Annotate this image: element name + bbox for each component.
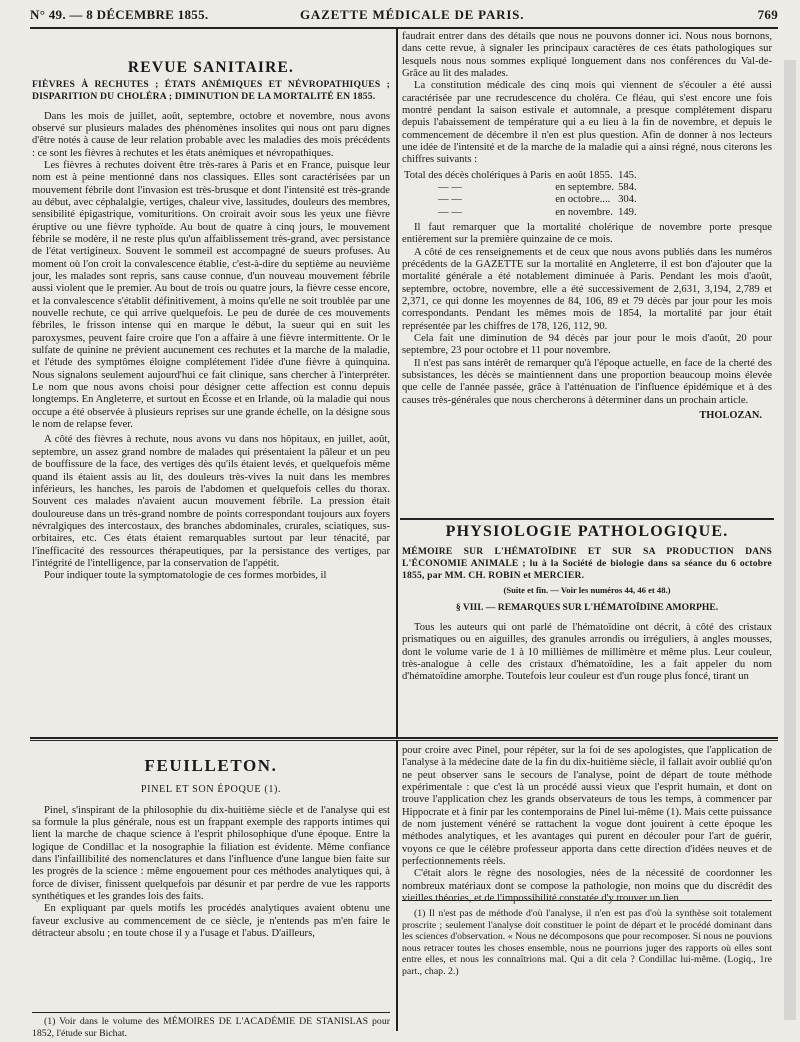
table-cell: en octobre.... — [555, 194, 611, 206]
table-cell: en novembre. — [555, 206, 613, 218]
revue-column-right — [402, 31, 772, 515]
feuilleton-paragraph: C'était alors le règne des nosologies, nées de la nécessité de coordonner les nombreux matériaux dont se compose la pathologie, non moins que du discrédit des vieilles théories, et de l'impossibilité constatée d'y trouver un lien — [402, 868, 772, 905]
physio-paragraph: Tous les auteurs qui ont parlé de l'hématoïdine ont décrit, à côté des cristaux prismatiques ou en aiguilles, des granules arrondis ou irréguliers, à angles mousses, dont le volume varie de 1 à 10 millièmes de millimètre et même plus. Leur couleur, très-analogue à celle des cristaux d'hématoïdine, les a fait appeler du nom d'hématoïdine amorphe. Toutefois leur couleur est d'un rouge plus foncé, tirant un — [402, 621, 772, 683]
footnote-rule — [402, 900, 772, 901]
feuilleton-paragraph: pour croire avec Pinel, pour répéter, sur la foi de ses apologistes, que l'application de l'analyse à la médecine date de la fin du dix-huitième siècle, il fallait avoir oublié qu'on ne peut observer sans le secours de l'analyse, point de départ de toute méthode expérimentale : que c'est là un procédé aussi vieux que l'esprit humain, et dont on trouve l'application chez les grands observateurs de tous les temps, à commencer par Hippocrate et à finir par les contemporains de Pinel lui-même (1). Mais cette puissance de nom justement vénéré se rattachent la vogue dont jouirent à cette époque les méthodes analytiques, et les avantages qui purent en découler pour l'art de guérir, voyons ce que le célèbre professeur apporta dans cette direction d'idées neuves et de perfectionnements réels. — [402, 745, 772, 868]
footnote-rule — [32, 1012, 390, 1013]
feuilleton-paragraph: Pinel, s'inspirant de la philosophie du dix-huitième siècle et de l'analyse qui est sa formule la plus générale, nous est un frappant exemple des rapports intimes qui lient la marche de chaque science à l'esprit philosophique d'une époque. Entre la logique de Condillac et la nosographie la filiation est évidente. Même confiance dans l'infaillibilité des nomenclatures et dans l'influence d'une langue bien faite sur les progrès de la science : même engouement pour ces méthodes analytiques qui, à force de diviser, finissent quelquefois par désunir et par perdre de vue les rapports synthétiques et les grandes lois des faits. — [32, 804, 390, 903]
revue-paragraph: Dans les mois de juillet, août, septembre, octobre et novembre, nous avons observé sur plusieurs malades des phénomènes insolites qui nous ont paru dignes d'être notés à cause de leur relation probable avec les maladies des mois précédents : ce sont les fièvres à rechutes et les états anémiques et névropathiques. — [32, 110, 390, 159]
feuilleton-column-left — [32, 746, 390, 970]
revue-paragraph: Pour indiquer toute la symptomatologie de ces formes morbides, il — [44, 570, 327, 582]
feuilleton-separator — [30, 737, 778, 739]
revue-paragraph: Cela fait une diminution de 94 décès par jour pour le mois d'août, 20 pour septembre, 23 pour octobre et 11 pour novembre. — [402, 333, 772, 357]
issue-number-date: N° 49. — 8 DÉCEMBRE 1855. — [30, 7, 209, 22]
revue-paragraph: Il faut remarquer que la mortalité cholérique de novembre porte presque entièrement sur la première quinzaine de ce mois. — [402, 221, 772, 246]
page-number: 769 — [757, 7, 778, 22]
feuilleton-column-right — [402, 745, 772, 905]
table-cell: Total des décès cholériques à Paris — [404, 169, 552, 181]
feuilleton-paragraph: En expliquant par quels motifs les procédés analytiques avaient obtenu une faveur exclusive au commencement de ce siècle, je n'entends pas m'en faire le détracteur absolu ; en toute chose il y a l'usage et l'abus. D'ailleurs, — [32, 903, 390, 940]
feuilleton-footnote-right — [402, 908, 772, 1038]
revue-paragraph: A côté de ces renseignements et de ceux que nous avons publiés dans les numéros précédents de la GAZETTE sur la mortalité en Angleterre, il est bon d'ajouter que la mortalité générale a été notablement diminuée à Paris. Pendant les mois d'août, septembre, octobre, novembre, elle a été successivement de 2,631, 3,194, 2,789 et 2,371, ce qui donne les moyennes de 84, 106, 89 et 79 décès par jour pour les mois correspondants. Pendant les mêmes mois de 1854, la mortalité par jour était représentée par les chiffres de 178, 126, 112, 90. — [402, 246, 772, 332]
table-cell: — — — [438, 206, 462, 218]
feuilleton-title: FEUILLETON. — [144, 756, 278, 775]
table-cell: — — — [438, 194, 462, 206]
feuilleton-footnote-left — [32, 1016, 390, 1040]
continuation-note: (Suite et fin. — Voir les numéros 44, 46 et 48.) — [503, 585, 671, 596]
revue-paragraph: A côté des fièvres à rechute, nous avons vu dans nos hôpitaux, en juillet, août, septembre, un assez grand nombre de malades qui présentaient la pâleur et un peu de bouffissure de la face, des vertiges dès qu'ils étaient levés, et quelquefois même quand ils étaient assis au lit, des douleurs très-vives la nuit dans les membres inférieurs, les hanches, les parois de l'abdomen et quelquefois celles du thorax. Souvent ces malades n'avaient aucun mouvement fébrile. La pression était douloureuse dans un très-grand nombre de points correspondant toujours aux foyers névralgiques des intercostaux, des branches abdominales, crurales, sciatiques, sus-orbitaires, etc. Ces états étaient remarquables surtout par leur ténacité, par l'inefficacité des ressources thérapeutiques, par la persistance des vertiges, par l'intégrité de l'intelligence, par la conservation de l'appétit. — [32, 434, 390, 569]
table-cell: 304. — [618, 194, 637, 206]
footnote-text: (1) Il n'est pas de méthode d'où l'analyse, il n'en est pas d'où la synthèse soit totalement proscrite ; seulement l'analyse doit constituer le point de départ et le procédé dominant dans les sciences d'observation. « Nous ne décomposons que pour recomposer. Si nous ne pouvions nous retracer toutes les choses ensemble, nous ne pourrions juger des rapports où elles sont entre elles, et nous les connaîtrions mal. Qui a dit cela ? Condillac lui-même. (Logiq., 1re part., chap. 2.) — [402, 908, 772, 977]
masthead — [30, 5, 778, 27]
section-heading: § VIII. — REMARQUES SUR L'HÉMATOÏDINE AMORPHE. — [455, 602, 719, 614]
article-separator — [400, 518, 774, 520]
table-row — [402, 207, 639, 219]
revue-paragraph: Les fièvres à rechutes doivent être très-rares à Paris et en France, puisque leur nom est à peine mentionné dans nos classiques. Elles sont caractérisées par un mouvement fébrile dont l'invasion est très-brusque et dont l'intensité est très-grande au début, avec céphalalgie, vertiges, chaleur vive, lassitudes, douleurs des membres, sensibilité épigastrique, vomituritions. On croirait avoir sous les yeux une fièvre éruptive ou une fièvre typhoïde. Au bout de quatre à cinq jours, le mouvement fébrile se modère, il ne reste plus qu'un affaiblissement très-grand, avec persistance de l'état vertigineux. Souvent le sommeil est accompagné de sueurs profuses. Au moment où l'on croit la convalescence établie, c'est-à-dire du septième au neuvième jour, les malades sont repris, sans cause connue, d'un nouveau mouvement fébrile aussi violent que le premier. Au bout de trois ou quatre jours, la fièvre cesse encore, et la convalescence s'établit définitivement, à moins qu'elle ne soit troublée par une nouvelle rechute, ce qui arrive quelquefois. Le peu de durée de ces mouvements fébriles, le frisson intense qui en marque le début, la sueur qui en suit les paroxysmes, peuvent faire croire que l'on a affaire à une fièvre intermittente. Or le sulfate de quinine ne prévient aucunement ces rechutes et la marche de la maladie, et l'étude des symptômes éloigne complétement l'idée d'une fièvre à quinquina. Nous signalons seulement aujourd'hui ce fait clinique, sans chercher à l'interpréter. Le nom que nous avons choisi pour désigner cette affection est connu depuis longtemps. En Angleterre, et surtout en Écosse et en Irlande, où la maladie qui nous occupe a été observée à plusieurs reprises sur une grande échelle, on la désigne sous le nom de relapse fever. — [32, 159, 390, 431]
table-row — [402, 194, 639, 206]
revue-title: REVUE SANITAIRE. — [127, 59, 295, 76]
table-cell: 584. — [618, 182, 637, 194]
table-cell: en août 1855. — [555, 169, 613, 181]
table-row — [402, 170, 639, 182]
revue-column-left — [32, 58, 390, 734]
revue-subtitle: FIÈVRES À RECHUTES ; ÉTATS ANÉMIQUES ET NÉVROPATHIQUES ; DISPARITION DU CHOLÉRA ; DIMINUTION DE LA MORTALITÉ EN 1855. — [32, 79, 390, 102]
cholera-deaths-table — [402, 170, 639, 219]
publication-title: GAZETTE MÉDICALE DE PARIS. — [300, 7, 525, 22]
column-divider-top — [396, 29, 398, 737]
revue-paragraph: La constitution médicale des cinq mois qui viennent de s'écouler a été aussi caractérisée par une recrudescence du choléra. Ce fléau, qui s'est encore une fois montré pendant la saison estivale et automnale, a presque complétement disparu depuis l'abaissement de température qui a eu lieu à la fin de novembre, et depuis le commencement de décembre il n'en est plus question. Afin de donner à nos lecteurs une idée de l'intensité et de la marche de la maladie qui a ainsi régné, nous citerons les chiffres suivants : — [402, 80, 772, 166]
table-cell: 149. — [618, 206, 637, 218]
column-divider-bottom — [396, 741, 398, 1031]
table-row — [402, 182, 639, 194]
table-cell: en septembre. — [555, 182, 615, 194]
footnote-text: (1) Voir dans le volume des MÉMOIRES DE L'ACADÉMIE DE STANISLAS pour 1852, l'étude sur Bichat. — [32, 1016, 390, 1039]
feuilleton-separator-2 — [30, 740, 778, 741]
scan-margin-bleed — [784, 60, 796, 1020]
table-cell: — — — [438, 182, 462, 194]
feuilleton-subtitle: PINEL ET SON ÉPOQUE (1). — [140, 784, 282, 796]
physio-subtitle: MÉMOIRE SUR L'HÉMATOÏDINE ET SUR SA PRODUCTION DANS L'ÉCONOMIE ANIMALE ; lu à la Société de biologie dans sa séance du 6 octobre 1855, par MM. CH. ROBIN et MERCIER. — [402, 546, 772, 581]
physio-title: PHYSIOLOGIE PATHOLOGIQUE. — [445, 523, 729, 540]
revue-paragraph: faudrait entrer dans des détails que nous ne pouvons donner ici. Nous nous bornons, dans cette revue, à signaler les principaux caractères de ces états pathologiques sur lesquels nous nous sommes expliqué longuement dans nos conférences du Val-de-Grâce au lit des malades. — [402, 31, 772, 80]
masthead-rule — [30, 27, 778, 29]
author-signature: THOLOZAN. — [699, 410, 762, 422]
physio-column — [402, 522, 772, 734]
table-cell: 145. — [618, 169, 637, 181]
revue-paragraph: Il n'est pas sans intérêt de remarquer qu'à l'époque actuelle, en face de la cherté des subsistances, les décès se maintiennent dans une proportion beaucoup moins élevée que celle de l'année passée, grâce à l'atténuation de l'influence épidémique et à des causes très-générales que nous chercherons à déterminer dans un prochain article. — [402, 357, 772, 406]
